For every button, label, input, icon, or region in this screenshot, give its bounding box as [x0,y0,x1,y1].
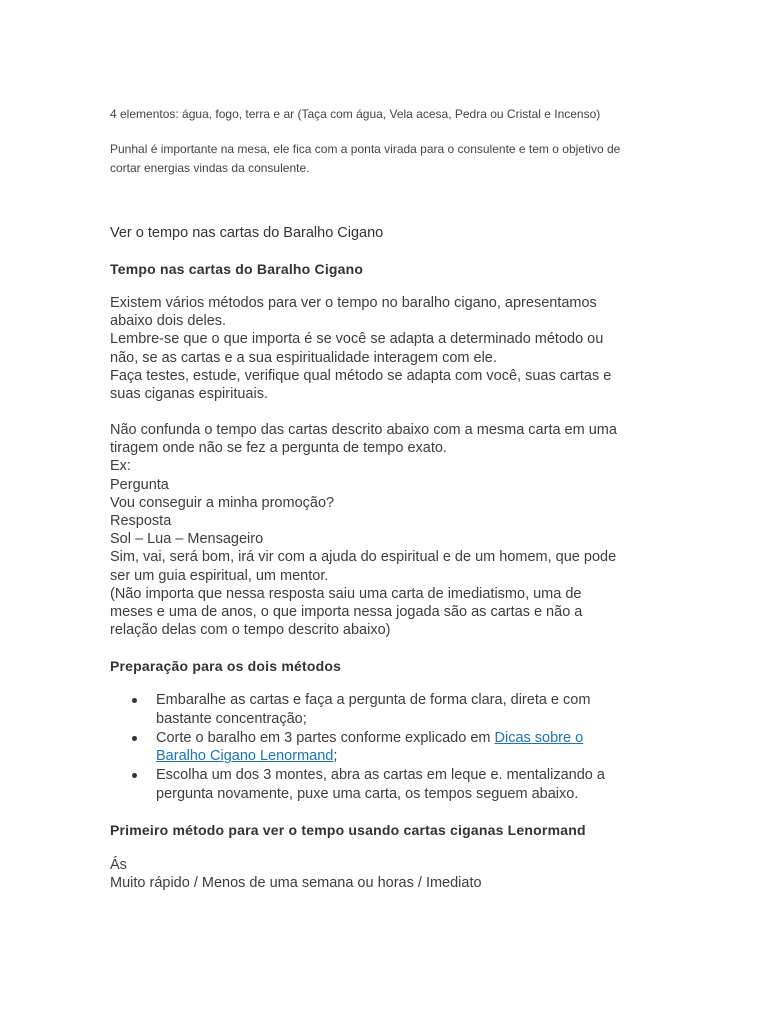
method1-title: Primeiro método para ver o tempo usando cartas ciganas Lenormand [110,822,586,838]
list-item-text-end: ; [333,748,338,765]
list-item-text: bastante concentração; [156,710,307,727]
text-line: Resposta [110,513,172,530]
list-item-text: Embaralhe as cartas e faça a pergunta de forma clara, direta e com [156,692,591,708]
text-line: abaixo dois deles. [110,313,227,330]
elements-line: 4 elementos: água, fogo, terra e ar (Taça com água, Vela acesa, Pedra ou Cristal e Incenso) [110,107,601,121]
text-line: Sol – Lua – Mensageiro [110,531,264,548]
list-item-text: pergunta novamente, puxe uma carta, os tempos seguem abaixo. [156,785,579,802]
list-item-text [156,747,670,766]
list-item [110,729,670,767]
punhal-line-2: cortar energias vindas da consulente. [110,161,310,175]
text-line: ser um guia espiritual, um mentor. [110,567,329,584]
list-item [110,766,670,804]
bullet-icon [132,736,137,741]
text-line: tiragem onde não se fez a pergunta de tempo exato. [110,440,447,457]
text-line: (Não importa que nessa resposta saiu uma carta de imediatismo, uma de [110,585,582,602]
dicas-link-continued[interactable]: Baralho Cigano Lenormand [156,748,334,765]
text-line: Sim, vai, será bom, irá vir com a ajuda do espiritual e de um homem, que pode [110,549,617,566]
bullet-icon [132,698,137,703]
text-line: Não confunda o tempo das cartas descrito abaixo com a mesma carta em uma [110,422,617,438]
dicas-link[interactable]: Dicas sobre o [494,729,584,746]
text-line: Existem vários métodos para ver o tempo no baralho cigano, apresentamos [110,295,597,311]
bullet-icon [132,773,137,778]
text-line: Vou conseguir a minha promoção? [110,494,335,511]
list-item-text [156,729,670,748]
card-time: Muito rápido / Menos de uma semana ou horas / Imediato [110,875,482,892]
punhal-line-1: Punhal é importante na mesa, ele fica com a ponta virada para o consulente e tem o objetivo de [110,142,621,156]
prep-list [110,691,670,804]
prep-title: Preparação para os dois métodos [110,658,342,674]
card-name: Ás [110,857,127,873]
text-line: Faça testes, estude, verifique qual método se adapta com você, suas cartas e [110,367,612,384]
text-line: Lembre-se que o que importa é se você se adapta a determinado método ou [110,331,604,348]
punhal-paragraph [110,140,670,178]
text-line: relação delas com o tempo descrito abaixo) [110,622,391,639]
list-item-text-start: Corte o baralho em 3 partes conforme explicado em [156,729,495,746]
list-item-text: Escolha um dos 3 montes, abra as cartas em leque e. mentalizando a [156,767,605,784]
text-line: suas ciganas espirituais. [110,386,268,403]
paragraph-example [110,421,670,639]
section-title: Ver o tempo nas cartas do Baralho Cigano [110,225,384,241]
list-item [110,691,670,729]
text-line: não, se as cartas e a sua espiritualidade interagem com ele. [110,349,497,366]
paragraph-methods [110,294,670,403]
text-line: Pergunta [110,476,169,493]
subtitle: Tempo nas cartas do Baralho Cigano [110,261,364,277]
card-entry [110,856,670,892]
text-line: Ex: [110,458,131,475]
text-line: meses e uma de anos, o que importa nessa jogada são as cartas e não a [110,604,583,621]
